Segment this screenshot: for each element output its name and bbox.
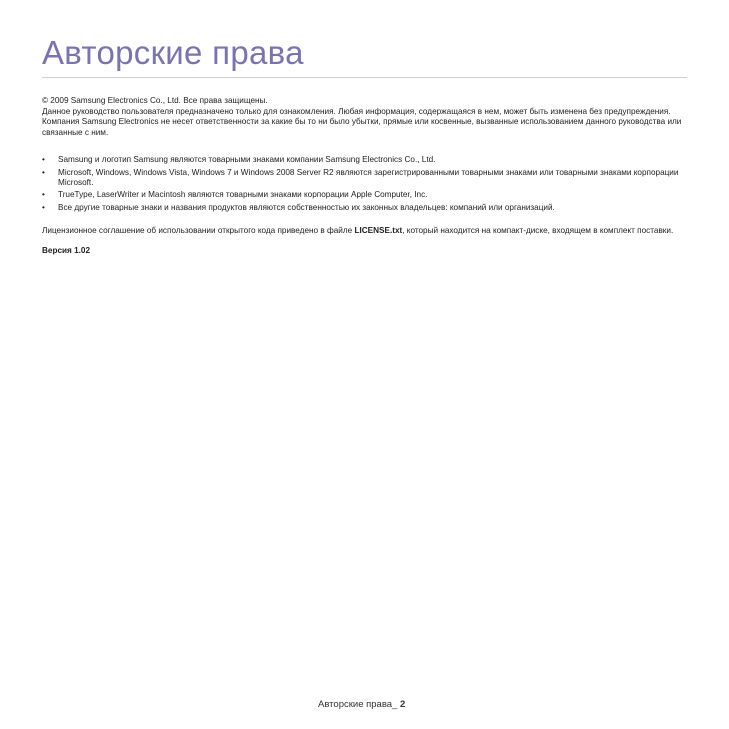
trademark-text: TrueType, LaserWriter и Macintosh являются товарными знаками корпорации Apple Computer, Inc. <box>58 190 428 200</box>
list-item <box>42 168 690 189</box>
bullet-icon: • <box>42 190 45 200</box>
page-title: Авторские права <box>42 34 304 71</box>
page-footer <box>318 699 405 710</box>
document-body <box>42 96 690 257</box>
trademark-text: Microsoft, Windows, Windows Vista, Windows 7 и Windows 2008 Server R2 являются зарегистрированными товарными знаками или товарными знаками корпорации Microsoft. <box>58 167 679 188</box>
license-text-after: , который находится на компакт-диске, входящем в комплект поставки. <box>402 225 674 235</box>
list-item <box>42 203 690 214</box>
liability-paragraph: Компания Samsung Electronics не несет ответственности за какие бы то ни было убытки, прямые или косвенные, вызванные использованием данного руководства или связанные с ним. <box>42 117 682 137</box>
trademark-list <box>42 155 690 213</box>
license-text-before: Лицензионное соглашение об использовании открытого кода приведено в файле <box>42 225 355 235</box>
bullet-icon: • <box>42 155 45 165</box>
copyright-line: © 2009 Samsung Electronics Co., Ltd. Все права защищены. <box>42 96 268 105</box>
bullet-icon: • <box>42 202 45 212</box>
footer-section-label: Авторские права_ <box>318 699 398 710</box>
version-label: Версия 1.02 <box>42 246 91 256</box>
list-item <box>42 155 690 166</box>
bullet-icon: • <box>42 167 45 177</box>
trademark-text: Samsung и логотип Samsung являются товарными знаками компании Samsung Electronics Co., Ltd. <box>58 155 436 165</box>
disclaimer-paragraph: Данное руководство пользователя предназначено только для ознакомления. Любая информация, содержащаяся в нем, может быть изменена без предупреждения. <box>42 106 671 116</box>
list-item <box>42 190 690 201</box>
license-paragraph <box>42 226 690 237</box>
page-number: 2 <box>399 699 406 710</box>
license-filename: LICENSE.txt <box>354 225 403 235</box>
trademark-text: Все другие товарные знаки и названия продуктов являются собственностью их законных владельцев: компаний или организаций. <box>58 202 555 212</box>
title-divider <box>42 77 687 78</box>
